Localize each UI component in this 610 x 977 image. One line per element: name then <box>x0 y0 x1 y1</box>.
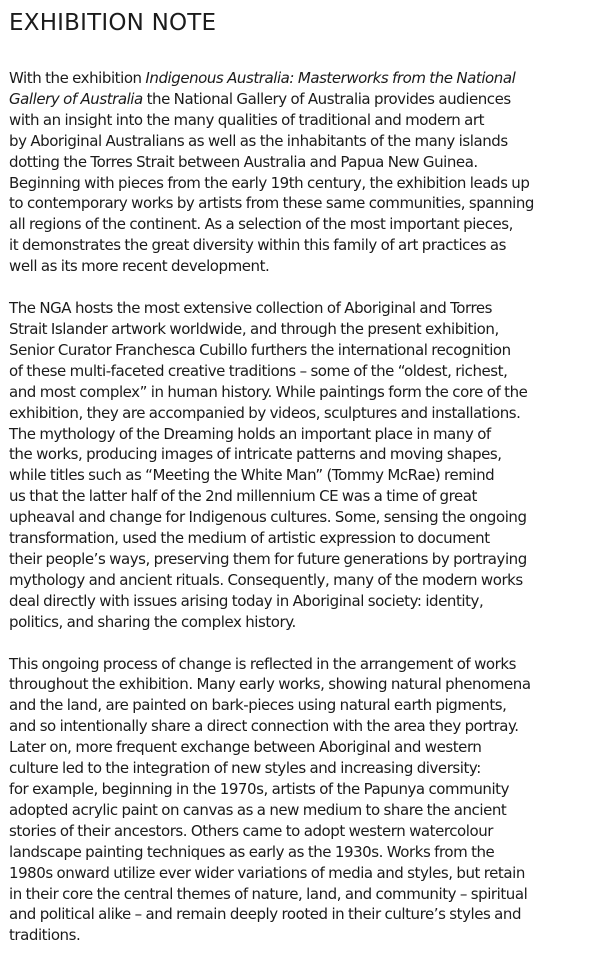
exhibition-note-page <box>9 6 604 967</box>
body-text <box>9 68 604 946</box>
paragraph-intro-lead: With the exhibition <box>9 69 146 87</box>
exhibition-title: Indigenous Australia: Masterworks from the National Gallery of Australia <box>9 69 516 108</box>
page-title: EXHIBITION NOTE <box>9 10 217 36</box>
paragraph-intro <box>9 68 604 277</box>
paragraph-collection: The NGA hosts the most extensive collection of Aboriginal and Torres Strait Islander artwork worldwide, and through the present exhibition, Senior Curator Franchesca Cubillo furthers the international recognition of these multi-faceted creative traditions – some of the “oldest, richest, and most complex” in human history. While paintings form the core of the exhibition, they are accompanied by videos, sculptures and installations. The mythology of the Dreaming holds an important place in many of the works, producing images of intricate patterns and moving shapes, while titles such as “Meeting the White Man” (Tommy McRae) remind us that the latter half of the 2nd millennium CE was a time of great upheaval and change for Indigenous cultures. Some, sensing the ongoing transformation, used the medium of artistic expression to document their people’s ways, preserving them for future generations by portraying mythology and ancient rituals. Consequently, many of the modern works deal directly with issues arising today in Aboriginal society: identity, politics, and sharing the complex history. <box>9 299 528 631</box>
paragraph-intro-rest: the National Gallery of Australia provides audiences with an insight into the many qualities of traditional and modern art by Aboriginal Australians as well as the inhabitants of the many islands dotting the Torres Strait between Australia and Papua New Guinea. Beginning with pieces from the early 19th century, the exhibition leads up to contemporary works by artists from these same communities, spanning all regions of the continent. As a selection of the most important pieces, it demonstrates the great diversity within this family of art practices as well as its more recent development. <box>9 89 534 276</box>
paragraph-change: This ongoing process of change is reflected in the arrangement of works throughout the exhibition. Many early works, showing natural phenomena and the land, are painted on bark-pieces using natural earth pigments, and so intentionally share a direct connection with the area they portray. Later on, more frequent exchange between Aboriginal and western culture led to the integration of new styles and increasing diversity: for example, beginning in the 1970s, artists of the Papunya community adopted acrylic paint on canvas as a new medium to share the ancient stories of their ancestors. Others came to adopt western watercolour landscape painting techniques as early as the 1930s. Works from the 1980s onward utilize ever wider variations of media and styles, but retain in their core the central themes of nature, land, and community – spiritual and political alike – and remain deeply rooted in their culture’s styles and traditions. <box>9 654 531 945</box>
